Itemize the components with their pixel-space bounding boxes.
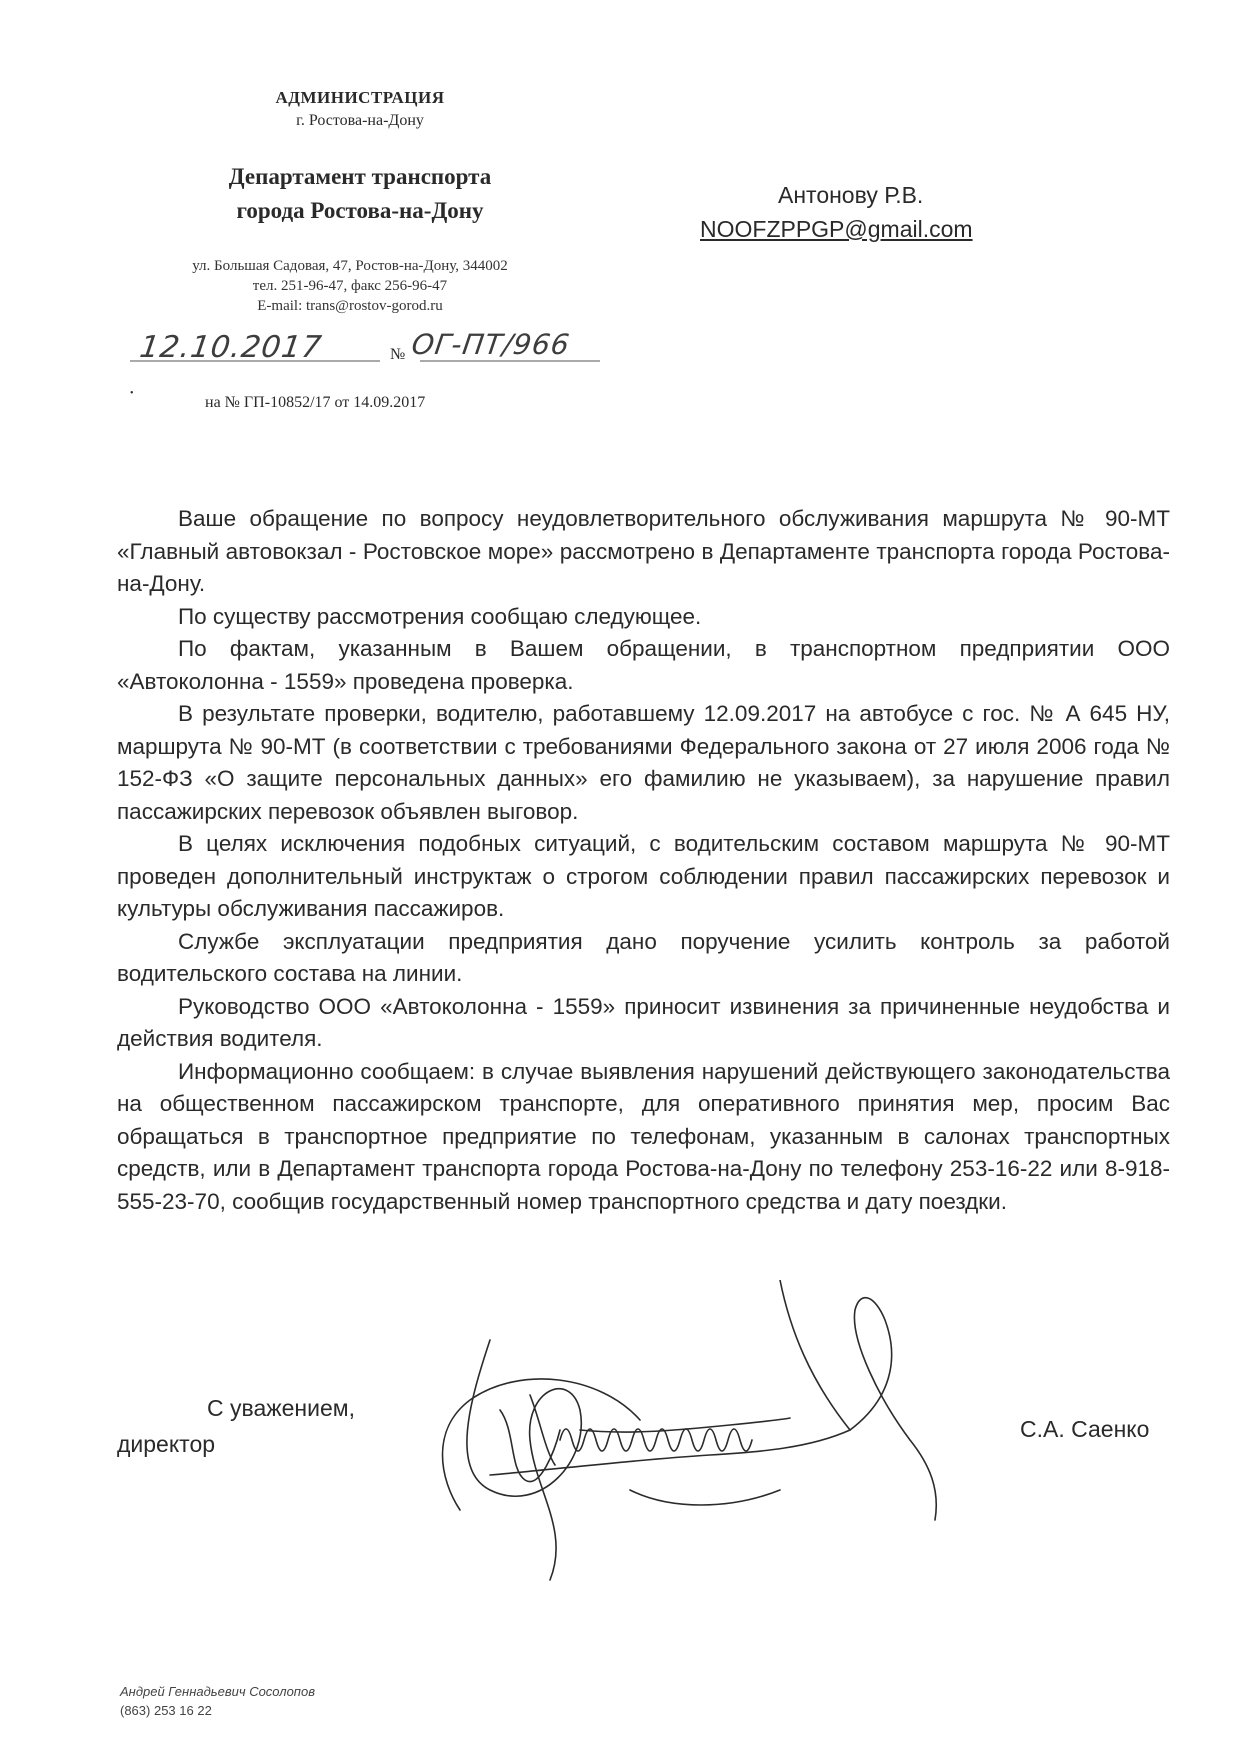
- letter-body: [117, 503, 1170, 1218]
- department-name: [150, 160, 570, 228]
- registration-number: ОГ-ПТ/966: [409, 328, 573, 361]
- registration-date: 12.10.2017: [137, 330, 325, 365]
- body-paragraph: Руководство ООО «Автоколонна - 1559» приносит извинения за причиненные неудобства и действия водителя.: [117, 993, 1170, 1051]
- body-paragraph: По существу рассмотрения сообщаю следующее.: [178, 603, 702, 629]
- handwritten-signature: [430, 1280, 990, 1610]
- body-paragraph: По фактам, указанным в Вашем обращении, в транспортном предприятии ООО «Автоколонна - 1559» проведена проверка.: [117, 636, 1170, 694]
- body-paragraph: Ваше обращение по вопросу неудовлетворительного обслуживания маршрута № 90-МТ «Главный автовокзал - Ростовское море» рассмотрено в Департаменте транспорта города Ростова-на-Дону.: [117, 506, 1170, 596]
- department-phone-fax: тел. 251-96-47, факс 256-96-47: [252, 278, 448, 294]
- body-paragraph: Информационно сообщаем: в случае выявления нарушений действующего законодательства на общественном пассажирском транспорте, для оперативного принятия мер, просим Вас обращаться в транспортное предприятие по телефонам, указанным в салонах транспортных средств, или в Департамент транспорта города Ростова-на-Дону по телефону 253-16-22 или 8-918-555-23-70, сообщив государственный номер транспортного средства и дату поездки.: [117, 1058, 1170, 1214]
- recipient-block: [700, 178, 1060, 246]
- body-paragraph: В целях исключения подобных ситуаций, с водительским составом маршрута № 90-МТ проведен дополнительный инструктаж о строгом соблюдении правил пассажирских перевозок и культуры обслуживания пассажиров.: [117, 831, 1170, 921]
- body-paragraph: В результате проверки, водителю, работавшему 12.09.2017 на автобусе с гос. № А 645 НУ, маршрута № 90-МТ (в соответствии с требованиями Федерального закона от 27 июля 2006 года № 152-ФЗ «О защите персональных данных» его фамилию не указываем), за нарушение правил пассажирских перевозок объявлен выговор.: [117, 701, 1170, 824]
- department-line-2: города Ростова-на-Дону: [236, 198, 484, 223]
- department-line-1: Департамент транспорта: [228, 164, 492, 189]
- org-city: г. Ростова-на-Дону: [296, 112, 424, 129]
- executor-name: Андрей Геннадьевич Сосолопов: [120, 1684, 315, 1699]
- registration-number-sign: №: [390, 346, 406, 363]
- department-email: E-mail: trans@rostov-gorod.ru: [257, 298, 443, 314]
- signer-position: директор: [117, 1431, 216, 1457]
- recipient-email: NOOFZPPGP@gmail.com: [700, 216, 973, 242]
- department-address: ул. Большая Садовая, 47, Ростов-на-Дону, 344002: [192, 258, 508, 274]
- signer-name: С.А. Саенко: [1020, 1416, 1150, 1442]
- body-paragraph: Службе эксплуатации предприятия дано поручение усилить контроль за работой водительского состава на линии.: [117, 928, 1170, 986]
- reference-line: на № ГП-10852/17 от 14.09.2017: [205, 394, 426, 411]
- department-contacts: [120, 256, 580, 316]
- org-name: АДМИНИСТРАЦИЯ: [275, 88, 445, 107]
- closing-phrase: С уважением,: [207, 1395, 355, 1421]
- margin-mark: •: [130, 388, 134, 399]
- recipient-name: Антонову Р.В.: [778, 182, 924, 208]
- executor-phone: (863) 253 16 22: [120, 1703, 212, 1718]
